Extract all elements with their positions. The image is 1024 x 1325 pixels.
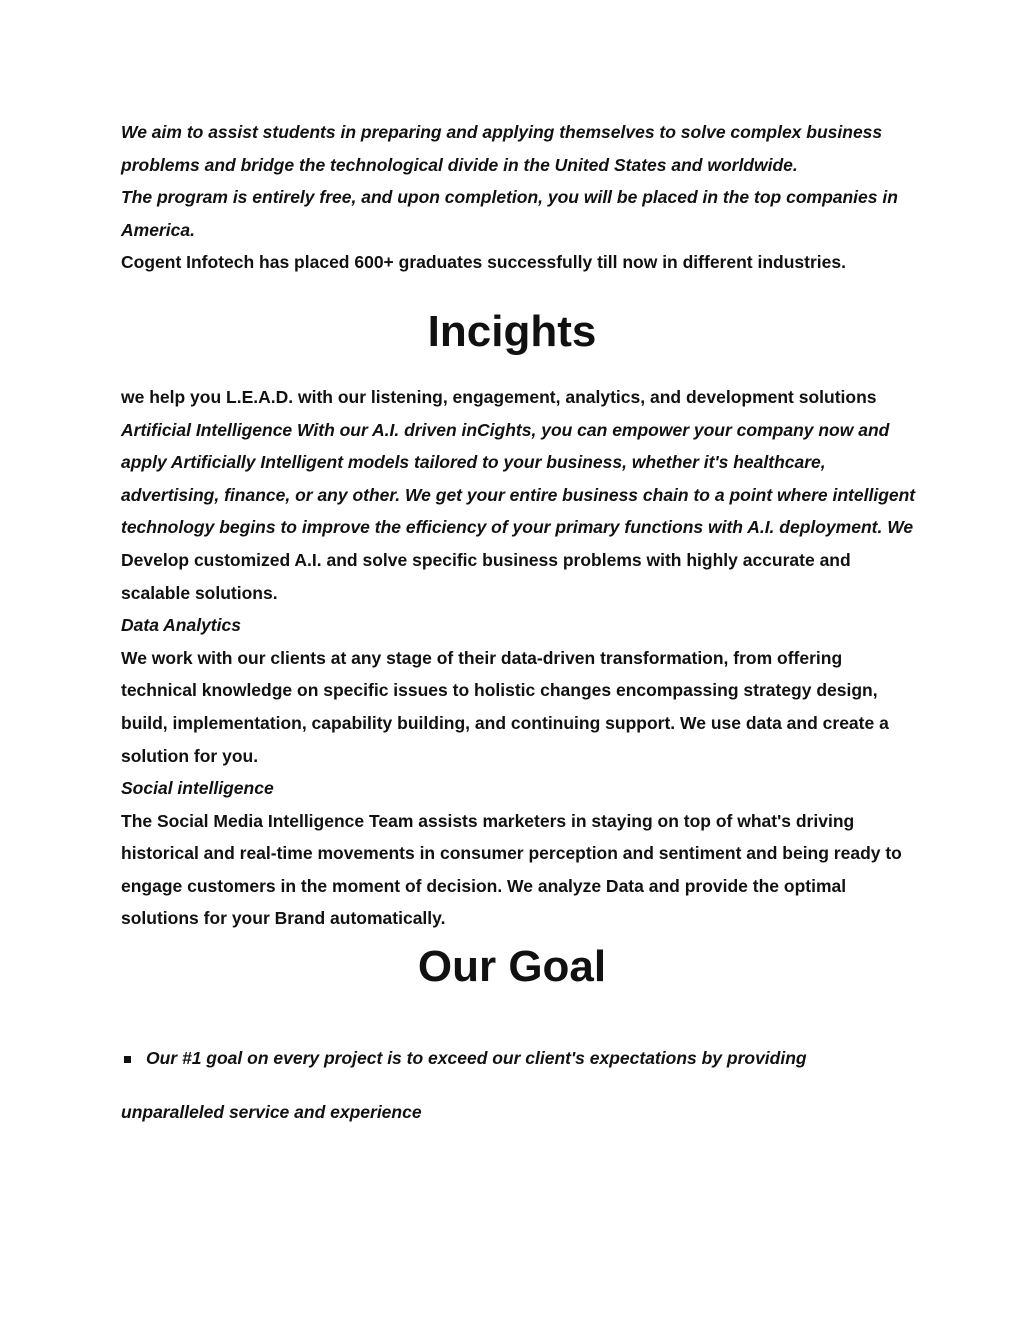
incights-heading: Incights <box>427 306 597 356</box>
goal-bullet-text: Our #1 goal on every project is to exceed our client's expectations by providing <box>146 1048 807 1069</box>
goal-list <box>121 1045 921 1125</box>
document-content <box>121 116 921 1125</box>
intro-mission: We aim to assist students in preparing and applying themselves to solve complex business problems and bridge the technological divide in the United States and worldwide. <box>121 122 883 175</box>
incights-lead: we help you L.E.A.D. with our listening, engagement, analytics, and development solutions <box>121 386 877 407</box>
social-intelligence-body: The Social Media Intelligence Team assists marketers in staying on top of what's driving historical and real-time movements in consumer perception and sentiment and being ready to engage customers in the moment of decision. We analyze Data and provide the optimal solutions for your Brand automatically. <box>121 810 902 929</box>
data-analytics-title: Data Analytics <box>121 615 241 636</box>
data-analytics-body: We work with our clients at any stage of their data-driven transformation, from offering technical knowledge on specific issues to holistic changes encompassing strategy design, build, implementation, capability building, and continuing support. We use data and create a solution for you. <box>121 647 889 766</box>
intro-placements: Cogent Infotech has placed 600+ graduates successfully till now in different industries. <box>121 252 846 273</box>
social-intelligence-title: Social intelligence <box>121 778 274 799</box>
intro-program: The program is entirely free, and upon completion, you will be placed in the top companies in America. <box>121 187 898 240</box>
ai-develop-text: Develop customized A.I. and solve specific business problems with highly accurate and scalable solutions. <box>121 549 851 603</box>
list-item <box>121 1045 921 1071</box>
our-goal-heading: Our Goal <box>417 942 607 992</box>
square-bullet-icon <box>124 1056 131 1063</box>
ai-paragraph <box>121 414 921 610</box>
ai-intro-text: Artificial Intelligence With our A.I. driven inCights, you can empower your company now and apply Artificially Intelligent models tailored to your business, whether it's healthcare, advertising, finance, or any other. We get your entire business chain to a point where intelligent technology begins to improve the efficiency of your primary functions with A.I. deployment. We <box>121 419 916 538</box>
goal-continuation: unparalleled service and experience <box>121 1102 422 1123</box>
